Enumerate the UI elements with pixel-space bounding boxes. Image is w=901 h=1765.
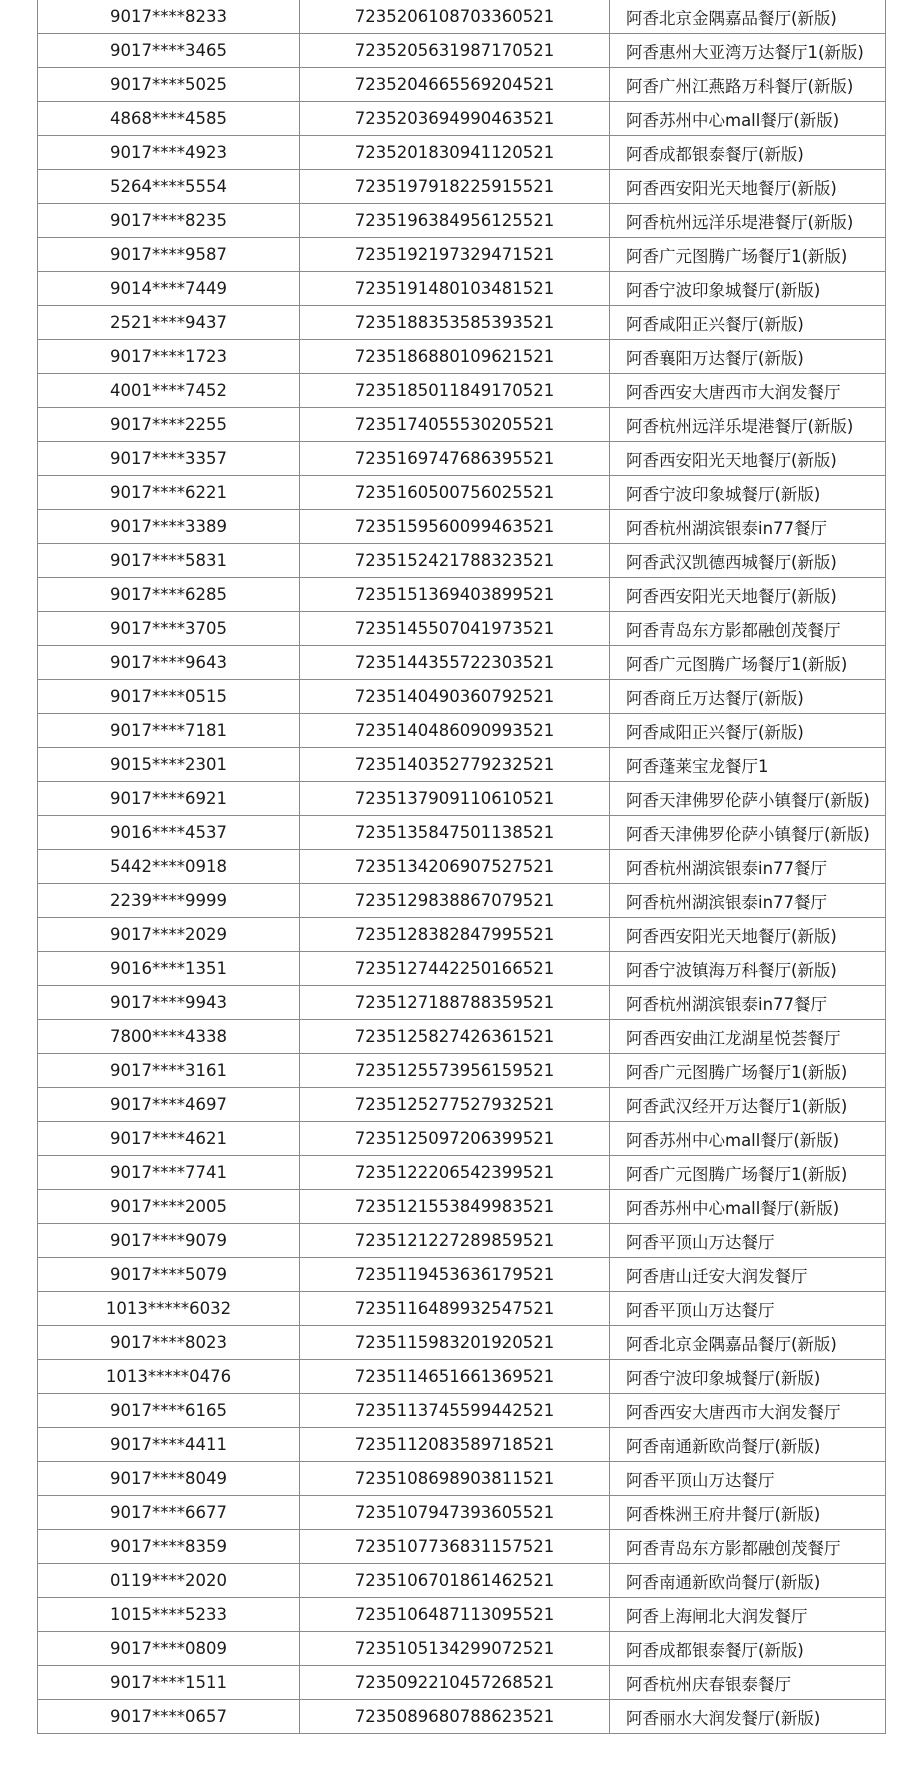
user-id-cell: 9017****6285 bbox=[38, 578, 300, 612]
store-name-cell: 阿香西安阳光天地餐厅(新版) bbox=[610, 442, 886, 476]
table-row bbox=[38, 1462, 886, 1496]
store-name-cell: 阿香天津佛罗伦萨小镇餐厅(新版) bbox=[610, 782, 886, 816]
table-row bbox=[38, 918, 886, 952]
table-row bbox=[38, 1666, 886, 1700]
store-name-cell: 阿香苏州中心mall餐厅(新版) bbox=[610, 102, 886, 136]
order-number-cell: 7235092210457268521 bbox=[300, 1666, 610, 1700]
store-name-cell: 阿香南通新欧尚餐厅(新版) bbox=[610, 1564, 886, 1598]
user-id-cell: 9017****2255 bbox=[38, 408, 300, 442]
user-id-cell: 9017****5079 bbox=[38, 1258, 300, 1292]
user-id-cell: 9017****4923 bbox=[38, 136, 300, 170]
user-id-cell: 1015****5233 bbox=[38, 1598, 300, 1632]
table-row bbox=[38, 1326, 886, 1360]
order-number-cell: 7235121553849983521 bbox=[300, 1190, 610, 1224]
store-name-cell: 阿香青岛东方影都融创茂餐厅 bbox=[610, 612, 886, 646]
order-number-cell: 7235169747686395521 bbox=[300, 442, 610, 476]
user-id-cell: 9017****3389 bbox=[38, 510, 300, 544]
table-row bbox=[38, 612, 886, 646]
store-name-cell: 阿香平顶山万达餐厅 bbox=[610, 1224, 886, 1258]
user-id-cell: 7800****4338 bbox=[38, 1020, 300, 1054]
user-id-cell: 9014****7449 bbox=[38, 272, 300, 306]
user-id-cell: 9017****8235 bbox=[38, 204, 300, 238]
order-number-cell: 7235203694990463521 bbox=[300, 102, 610, 136]
table-row bbox=[38, 1020, 886, 1054]
store-name-cell: 阿香北京金隅嘉品餐厅(新版) bbox=[610, 0, 886, 34]
user-id-cell: 9017****3465 bbox=[38, 34, 300, 68]
store-name-cell: 阿香武汉经开万达餐厅1(新版) bbox=[610, 1088, 886, 1122]
table-row bbox=[38, 374, 886, 408]
order-number-cell: 7235107736831157521 bbox=[300, 1530, 610, 1564]
store-name-cell: 阿香北京金隅嘉品餐厅(新版) bbox=[610, 1326, 886, 1360]
table-row bbox=[38, 782, 886, 816]
order-number-cell: 7235137909110610521 bbox=[300, 782, 610, 816]
user-id-cell: 9015****2301 bbox=[38, 748, 300, 782]
store-name-cell: 阿香广州江燕路万科餐厅(新版) bbox=[610, 68, 886, 102]
table-row bbox=[38, 34, 886, 68]
table-row bbox=[38, 850, 886, 884]
order-number-cell: 7235112083589718521 bbox=[300, 1428, 610, 1462]
order-number-cell: 7235152421788323521 bbox=[300, 544, 610, 578]
store-name-cell: 阿香苏州中心mall餐厅(新版) bbox=[610, 1190, 886, 1224]
store-name-cell: 阿香广元图腾广场餐厅1(新版) bbox=[610, 646, 886, 680]
user-id-cell: 9017****9587 bbox=[38, 238, 300, 272]
order-number-cell: 7235125277527932521 bbox=[300, 1088, 610, 1122]
order-number-cell: 7235201830941120521 bbox=[300, 136, 610, 170]
store-name-cell: 阿香咸阳正兴餐厅(新版) bbox=[610, 714, 886, 748]
user-id-cell: 9017****3161 bbox=[38, 1054, 300, 1088]
table-row bbox=[38, 1054, 886, 1088]
user-id-cell: 9017****7181 bbox=[38, 714, 300, 748]
store-name-cell: 阿香西安阳光天地餐厅(新版) bbox=[610, 918, 886, 952]
order-number-cell: 7235115983201920521 bbox=[300, 1326, 610, 1360]
order-number-cell: 7235160500756025521 bbox=[300, 476, 610, 510]
user-id-cell: 9017****8233 bbox=[38, 0, 300, 34]
user-id-cell: 9017****5831 bbox=[38, 544, 300, 578]
store-name-cell: 阿香襄阳万达餐厅(新版) bbox=[610, 340, 886, 374]
user-id-cell: 9017****8023 bbox=[38, 1326, 300, 1360]
order-number-cell: 7235185011849170521 bbox=[300, 374, 610, 408]
user-id-cell: 9017****4697 bbox=[38, 1088, 300, 1122]
user-id-cell: 9017****0515 bbox=[38, 680, 300, 714]
table-row bbox=[38, 952, 886, 986]
store-name-cell: 阿香蓬莱宝龙餐厅1 bbox=[610, 748, 886, 782]
user-id-cell: 2521****9437 bbox=[38, 306, 300, 340]
store-name-cell: 阿香西安大唐西市大润发餐厅 bbox=[610, 374, 886, 408]
user-id-cell: 9017****5025 bbox=[38, 68, 300, 102]
order-number-cell: 7235108698903811521 bbox=[300, 1462, 610, 1496]
table-row bbox=[38, 476, 886, 510]
order-number-cell: 7235192197329471521 bbox=[300, 238, 610, 272]
table-row bbox=[38, 340, 886, 374]
table-row bbox=[38, 1564, 886, 1598]
order-number-cell: 7235188353585393521 bbox=[300, 306, 610, 340]
table-row bbox=[38, 102, 886, 136]
store-name-cell: 阿香唐山迁安大润发餐厅 bbox=[610, 1258, 886, 1292]
user-id-cell: 9017****2029 bbox=[38, 918, 300, 952]
order-number-cell: 7235125573956159521 bbox=[300, 1054, 610, 1088]
order-number-cell: 7235197918225915521 bbox=[300, 170, 610, 204]
store-name-cell: 阿香广元图腾广场餐厅1(新版) bbox=[610, 238, 886, 272]
table-row bbox=[38, 68, 886, 102]
order-number-cell: 7235204665569204521 bbox=[300, 68, 610, 102]
store-name-cell: 阿香广元图腾广场餐厅1(新版) bbox=[610, 1054, 886, 1088]
user-id-cell: 9017****9079 bbox=[38, 1224, 300, 1258]
store-name-cell: 阿香杭州湖滨银泰in77餐厅 bbox=[610, 510, 886, 544]
order-number-cell: 7235127188788359521 bbox=[300, 986, 610, 1020]
table-row bbox=[38, 1530, 886, 1564]
store-name-cell: 阿香武汉凯德西城餐厅(新版) bbox=[610, 544, 886, 578]
table-row bbox=[38, 136, 886, 170]
table-row bbox=[38, 238, 886, 272]
store-name-cell: 阿香上海闸北大润发餐厅 bbox=[610, 1598, 886, 1632]
table-row bbox=[38, 646, 886, 680]
store-name-cell: 阿香杭州湖滨银泰in77餐厅 bbox=[610, 986, 886, 1020]
user-id-cell: 4868****4585 bbox=[38, 102, 300, 136]
store-name-cell: 阿香平顶山万达餐厅 bbox=[610, 1292, 886, 1326]
user-id-cell: 1013*****0476 bbox=[38, 1360, 300, 1394]
order-number-cell: 7235113745599442521 bbox=[300, 1394, 610, 1428]
table-row bbox=[38, 1700, 886, 1734]
user-id-cell: 9017****1723 bbox=[38, 340, 300, 374]
store-name-cell: 阿香广元图腾广场餐厅1(新版) bbox=[610, 1156, 886, 1190]
order-number-cell: 7235129838867079521 bbox=[300, 884, 610, 918]
user-id-cell: 9017****0657 bbox=[38, 1700, 300, 1734]
store-name-cell: 阿香青岛东方影都融创茂餐厅 bbox=[610, 1530, 886, 1564]
order-number-cell: 7235196384956125521 bbox=[300, 204, 610, 238]
table-row bbox=[38, 578, 886, 612]
store-name-cell: 阿香成都银泰餐厅(新版) bbox=[610, 1632, 886, 1666]
store-name-cell: 阿香宁波印象城餐厅(新版) bbox=[610, 1360, 886, 1394]
table-row bbox=[38, 714, 886, 748]
store-name-cell: 阿香宁波印象城餐厅(新版) bbox=[610, 476, 886, 510]
table-row bbox=[38, 442, 886, 476]
store-name-cell: 阿香天津佛罗伦萨小镇餐厅(新版) bbox=[610, 816, 886, 850]
user-id-cell: 9017****9643 bbox=[38, 646, 300, 680]
store-name-cell: 阿香丽水大润发餐厅(新版) bbox=[610, 1700, 886, 1734]
order-number-cell: 7235140486090993521 bbox=[300, 714, 610, 748]
user-id-cell: 9017****0809 bbox=[38, 1632, 300, 1666]
user-id-cell: 5442****0918 bbox=[38, 850, 300, 884]
table-row bbox=[38, 884, 886, 918]
table-row bbox=[38, 1088, 886, 1122]
table-row bbox=[38, 1224, 886, 1258]
table-row bbox=[38, 0, 886, 34]
order-number-cell: 7235191480103481521 bbox=[300, 272, 610, 306]
order-number-cell: 7235106701861462521 bbox=[300, 1564, 610, 1598]
store-name-cell: 阿香商丘万达餐厅(新版) bbox=[610, 680, 886, 714]
store-name-cell: 阿香株洲王府井餐厅(新版) bbox=[610, 1496, 886, 1530]
user-id-cell: 9017****4411 bbox=[38, 1428, 300, 1462]
order-table bbox=[37, 0, 886, 1734]
order-number-cell: 7235125827426361521 bbox=[300, 1020, 610, 1054]
order-number-cell: 7235134206907527521 bbox=[300, 850, 610, 884]
user-id-cell: 1013*****6032 bbox=[38, 1292, 300, 1326]
order-number-cell: 7235121227289859521 bbox=[300, 1224, 610, 1258]
order-number-cell: 7235186880109621521 bbox=[300, 340, 610, 374]
user-id-cell: 0119****2020 bbox=[38, 1564, 300, 1598]
order-number-cell: 7235122206542399521 bbox=[300, 1156, 610, 1190]
user-id-cell: 9017****1511 bbox=[38, 1666, 300, 1700]
user-id-cell: 9017****3705 bbox=[38, 612, 300, 646]
table-row bbox=[38, 1292, 886, 1326]
order-number-cell: 7235144355722303521 bbox=[300, 646, 610, 680]
order-number-cell: 7235127442250166521 bbox=[300, 952, 610, 986]
order-number-cell: 7235107947393605521 bbox=[300, 1496, 610, 1530]
store-name-cell: 阿香杭州远洋乐堤港餐厅(新版) bbox=[610, 204, 886, 238]
store-name-cell: 阿香咸阳正兴餐厅(新版) bbox=[610, 306, 886, 340]
store-name-cell: 阿香苏州中心mall餐厅(新版) bbox=[610, 1122, 886, 1156]
table-row bbox=[38, 1156, 886, 1190]
order-number-cell: 7235135847501138521 bbox=[300, 816, 610, 850]
store-name-cell: 阿香杭州庆春银泰餐厅 bbox=[610, 1666, 886, 1700]
store-name-cell: 阿香南通新欧尚餐厅(新版) bbox=[610, 1428, 886, 1462]
table-row bbox=[38, 408, 886, 442]
store-name-cell: 阿香宁波印象城餐厅(新版) bbox=[610, 272, 886, 306]
table-row bbox=[38, 1632, 886, 1666]
table-row bbox=[38, 1394, 886, 1428]
table-row bbox=[38, 1428, 886, 1462]
table-row bbox=[38, 204, 886, 238]
order-number-cell: 7235125097206399521 bbox=[300, 1122, 610, 1156]
store-name-cell: 阿香西安阳光天地餐厅(新版) bbox=[610, 170, 886, 204]
store-name-cell: 阿香西安阳光天地餐厅(新版) bbox=[610, 578, 886, 612]
user-id-cell: 9017****9943 bbox=[38, 986, 300, 1020]
user-id-cell: 9017****8359 bbox=[38, 1530, 300, 1564]
order-number-cell: 7235140352779232521 bbox=[300, 748, 610, 782]
table-row bbox=[38, 986, 886, 1020]
order-table-body bbox=[38, 0, 886, 1734]
store-name-cell: 阿香平顶山万达餐厅 bbox=[610, 1462, 886, 1496]
user-id-cell: 2239****9999 bbox=[38, 884, 300, 918]
order-number-cell: 7235105134299072521 bbox=[300, 1632, 610, 1666]
order-number-cell: 7235140490360792521 bbox=[300, 680, 610, 714]
user-id-cell: 4001****7452 bbox=[38, 374, 300, 408]
table-row bbox=[38, 170, 886, 204]
order-number-cell: 7235205631987170521 bbox=[300, 34, 610, 68]
user-id-cell: 5264****5554 bbox=[38, 170, 300, 204]
store-name-cell: 阿香杭州湖滨银泰in77餐厅 bbox=[610, 850, 886, 884]
user-id-cell: 9017****8049 bbox=[38, 1462, 300, 1496]
order-number-cell: 7235116489932547521 bbox=[300, 1292, 610, 1326]
store-name-cell: 阿香西安大唐西市大润发餐厅 bbox=[610, 1394, 886, 1428]
table-row bbox=[38, 1598, 886, 1632]
user-id-cell: 9017****6221 bbox=[38, 476, 300, 510]
user-id-cell: 9017****6677 bbox=[38, 1496, 300, 1530]
user-id-cell: 9017****3357 bbox=[38, 442, 300, 476]
table-row bbox=[38, 510, 886, 544]
table-row bbox=[38, 272, 886, 306]
table-row bbox=[38, 306, 886, 340]
store-name-cell: 阿香西安曲江龙湖星悦荟餐厅 bbox=[610, 1020, 886, 1054]
order-number-cell: 7235119453636179521 bbox=[300, 1258, 610, 1292]
user-id-cell: 9017****4621 bbox=[38, 1122, 300, 1156]
table-row bbox=[38, 1496, 886, 1530]
user-id-cell: 9017****2005 bbox=[38, 1190, 300, 1224]
table-row bbox=[38, 680, 886, 714]
table-row bbox=[38, 544, 886, 578]
order-number-cell: 7235089680788623521 bbox=[300, 1700, 610, 1734]
order-number-cell: 7235145507041973521 bbox=[300, 612, 610, 646]
user-id-cell: 9016****1351 bbox=[38, 952, 300, 986]
store-name-cell: 阿香杭州湖滨银泰in77餐厅 bbox=[610, 884, 886, 918]
store-name-cell: 阿香成都银泰餐厅(新版) bbox=[610, 136, 886, 170]
order-number-cell: 7235106487113095521 bbox=[300, 1598, 610, 1632]
order-number-cell: 7235151369403899521 bbox=[300, 578, 610, 612]
user-id-cell: 9017****7741 bbox=[38, 1156, 300, 1190]
table-row bbox=[38, 1190, 886, 1224]
order-number-cell: 7235159560099463521 bbox=[300, 510, 610, 544]
user-id-cell: 9017****6165 bbox=[38, 1394, 300, 1428]
table-row bbox=[38, 1360, 886, 1394]
user-id-cell: 9017****6921 bbox=[38, 782, 300, 816]
user-id-cell: 9016****4537 bbox=[38, 816, 300, 850]
table-row bbox=[38, 816, 886, 850]
order-number-cell: 7235206108703360521 bbox=[300, 0, 610, 34]
order-number-cell: 7235174055530205521 bbox=[300, 408, 610, 442]
table-row bbox=[38, 1122, 886, 1156]
store-name-cell: 阿香宁波镇海万科餐厅(新版) bbox=[610, 952, 886, 986]
table-row bbox=[38, 748, 886, 782]
order-number-cell: 7235114651661369521 bbox=[300, 1360, 610, 1394]
order-number-cell: 7235128382847995521 bbox=[300, 918, 610, 952]
store-name-cell: 阿香杭州远洋乐堤港餐厅(新版) bbox=[610, 408, 886, 442]
table-row bbox=[38, 1258, 886, 1292]
store-name-cell: 阿香惠州大亚湾万达餐厅1(新版) bbox=[610, 34, 886, 68]
